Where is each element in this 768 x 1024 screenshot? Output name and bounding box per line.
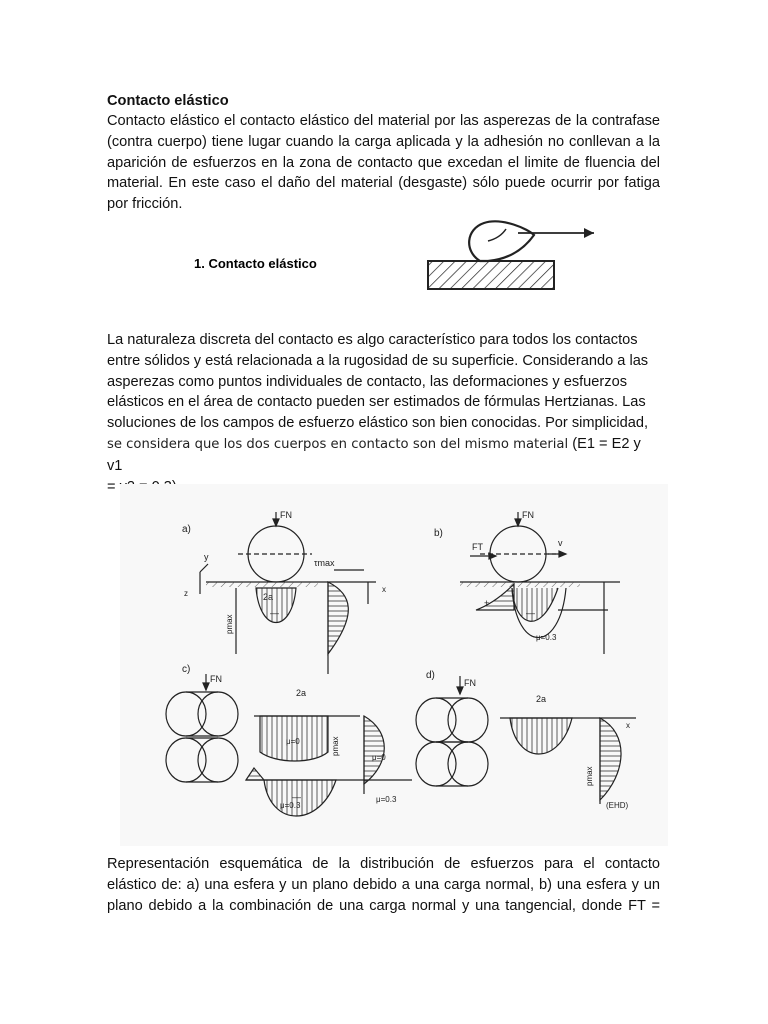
figure-elastic-contact	[184, 215, 594, 305]
paragraph-1: Contacto elástico el contacto elástico del material por las asperezas de la contrafase (contra cuerpo) tiene lugar cuando la carga aplicada y la adhesión no conllevan a la aparición de esfuerzos en la zona de contacto que excedan el limite de fluencia del material. En este caso el daño del material (desgaste) sólo puede ocurrir por fatiga por fricción.	[107, 113, 660, 213]
label-2a-d: 2a	[536, 694, 547, 704]
label-x: x	[382, 585, 386, 594]
label-ehd: (EHD)	[606, 801, 629, 810]
label-mu03: μ=0.3	[536, 633, 557, 642]
panel-a-label: a)	[182, 524, 191, 535]
label-pmax: pmax	[225, 614, 234, 634]
label-fn-d: FN	[464, 678, 476, 688]
label-fn-c: FN	[210, 674, 222, 684]
paragraph-2-small: se considera que los dos cuerpos en contacto son del mismo material	[107, 436, 569, 452]
label-pmax-d: pmax	[585, 766, 594, 786]
label-x-d: x	[626, 721, 630, 730]
label-ft: FT	[472, 542, 483, 552]
panel-b	[434, 510, 620, 654]
paragraph-2-line	[107, 434, 660, 477]
paragraph-2-line: asperezas como puntos individuales de contacto, las deformaciones y esfuerzos	[107, 373, 627, 390]
label-minus-b: —	[526, 608, 535, 618]
paragraph-2-line: elásticos en el área de contacto pueden ser estimados de fórmulas Hertzianas. Las	[107, 394, 646, 411]
paragraph-2-line: entre sólidos y está relacionada a la rugosidad de su superficie. Considerando a las	[107, 352, 649, 369]
label-mu0: μ=0	[286, 737, 300, 746]
label-mu03-c2: μ=0.3	[376, 795, 397, 804]
caption-line: elástico de: a) una esfera y un plano debido a una carga normal, b) una esfera y un	[107, 876, 660, 893]
figure1-label: 1. Contacto elástico	[194, 256, 317, 271]
panel-b-label: b)	[434, 528, 443, 539]
label-pmax-c: pmax	[331, 736, 340, 756]
paragraph-2-line: = v2 = 0.3).	[107, 478, 181, 495]
asperity-body	[469, 221, 534, 261]
label-2a-c: 2a	[296, 688, 307, 698]
panel-c	[166, 664, 412, 816]
label-z: z	[184, 589, 188, 598]
panel-d-label: d)	[426, 670, 435, 681]
hatched-plane	[428, 261, 554, 289]
panel-c-label: c)	[182, 664, 191, 675]
caption-line: plano debido a la combinación de una carga normal y una tangencial, donde FT =	[107, 897, 660, 914]
paragraph-2	[107, 330, 660, 497]
label-minus: —	[270, 608, 279, 618]
label-mu03-c: μ=0.3	[280, 801, 301, 810]
paragraph-2-line: La naturaleza discreta del contacto es algo característico para todos los contactos	[107, 332, 638, 348]
label-fn-b: FN	[522, 510, 534, 520]
panel-d	[416, 670, 636, 810]
panel-a	[182, 510, 386, 674]
figure-caption	[107, 854, 660, 916]
label-tmax: τmax	[314, 558, 335, 568]
label-y: y	[204, 552, 209, 562]
section-title: Contacto elástico	[107, 93, 229, 109]
label-minus-c: —	[292, 792, 301, 802]
paragraph-2-tail: (E1 = E2 y v1	[107, 435, 641, 474]
label-mu0-c2: μ=0	[372, 753, 386, 762]
figure-stress-distribution	[120, 484, 668, 846]
paragraph-2-line: soluciones de los campos de esfuerzo elástico son bien conocidas. Por simplicidad,	[107, 415, 649, 432]
label-plus: +	[484, 598, 490, 608]
label-v: v	[558, 538, 563, 548]
caption-line: Representación esquemática de la distribución de esfuerzos para el contacto	[107, 856, 660, 872]
label-fn: FN	[280, 510, 292, 520]
